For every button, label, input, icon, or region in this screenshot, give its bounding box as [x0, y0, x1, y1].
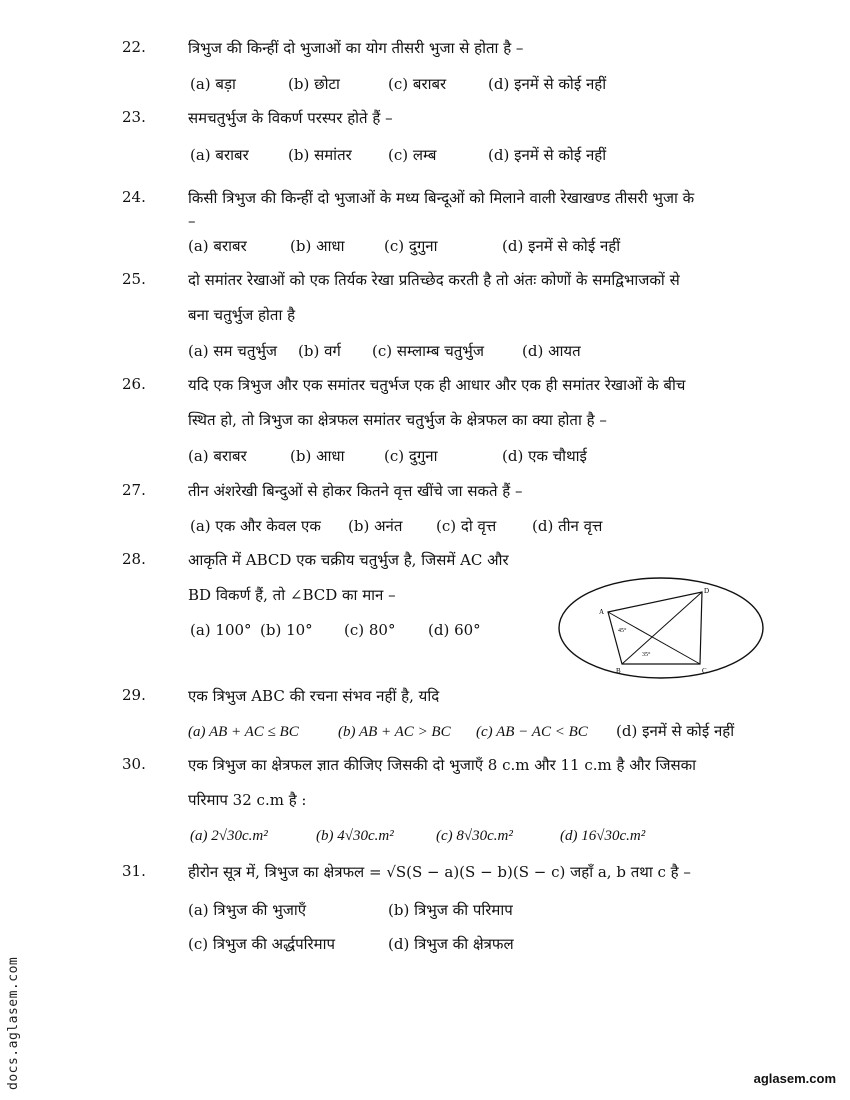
options-row [190, 826, 645, 845]
vertex-label-a: A [599, 608, 605, 616]
question-number: 28. [122, 550, 146, 568]
option-c: (c) 80° [344, 621, 396, 639]
diagonal-bd [622, 592, 702, 664]
options-row [190, 621, 481, 639]
options-row [188, 721, 734, 741]
option-d: (d) तीन वृत्त [532, 517, 603, 535]
question-number: 23. [122, 108, 146, 126]
option-d: (d) एक चौथाई [502, 447, 587, 465]
option-a: (a) सम चतुर्भुज [188, 342, 278, 360]
question-text: समचतुर्भुज के विकर्ण परस्पर होते हैं – [188, 109, 393, 127]
options-row [188, 341, 581, 361]
question-number: 27. [122, 481, 146, 499]
question-number: 26. [122, 375, 146, 393]
question-number: 22. [122, 38, 146, 56]
option-b: (b) 10° [260, 621, 313, 639]
option-a: (a) बड़ा [190, 75, 236, 93]
option-c: (c) AB − AC < BC [476, 724, 588, 740]
question-number: 29. [122, 686, 146, 704]
circle-outline [559, 578, 763, 678]
option-b: (b) आधा [290, 237, 345, 255]
vertex-label-c: C [702, 667, 707, 675]
question-number: 24. [122, 188, 146, 206]
option-d: (d) इनमें से कोई नहीं [502, 237, 621, 255]
option-c: (c) सम्लाम्ब चतुर्भुज [372, 342, 484, 360]
question-text: त्रिभुज की किन्हीं दो भुजाओं का योग तीसरी भुजा से होता है – [188, 39, 524, 57]
question-text-continued: स्थित हो, तो त्रिभुज का क्षेत्रफल समांतर चतुर्भुज के क्षेत्रफल का क्या होता है – [188, 411, 607, 429]
option-d: (d) 16√30c.m² [560, 828, 646, 844]
question-text-continued: बना चतुर्भुज होता है [188, 306, 296, 324]
option-a: (a) 100° [190, 621, 252, 639]
option-c: (c) 8√30c.m² [436, 828, 513, 844]
options-row-1 [188, 900, 513, 920]
option-a: (a) बराबर [190, 146, 249, 164]
option-c: (c) दुगुना [384, 447, 438, 465]
question-text-continued: BD विकर्ण हैं, तो ∠BCD का मान – [188, 586, 396, 604]
option-c: (c) त्रिभुज की अर्द्धपरिमाप [188, 935, 336, 953]
option-d: (d) त्रिभुज की क्षेत्रफल [388, 935, 514, 953]
question-text-continued: परिमाप 32 c.m है : [188, 791, 307, 809]
cyclic-quadrilateral-figure [556, 576, 766, 686]
option-d: (d) इनमें से कोई नहीं [488, 146, 607, 164]
option-d: (d) 60° [428, 621, 481, 639]
angle-label-35: 35° [642, 652, 651, 658]
option-a: (a) त्रिभुज की भुजाएँ [188, 901, 307, 919]
option-d: (d) इनमें से कोई नहीं [616, 722, 735, 740]
option-a: (a) AB + AC ≤ BC [188, 724, 299, 740]
question-text: एक त्रिभुज ABC की रचना संभव नहीं है, यदि [188, 687, 440, 705]
options-row [190, 74, 606, 94]
option-a: (a) एक और केवल एक [190, 517, 321, 535]
question-number: 31. [122, 862, 146, 880]
option-d: (d) आयत [522, 342, 581, 360]
option-a: (a) बराबर [188, 447, 247, 465]
option-b: (b) छोटा [288, 75, 340, 93]
option-a: (a) बराबर [188, 237, 247, 255]
option-a: (a) 2√30c.m² [190, 828, 268, 844]
options-row [188, 446, 587, 466]
question-text: एक त्रिभुज का क्षेत्रफल ज्ञात कीजिए जिसकी दो भुजाएँ 8 c.m और 11 c.m है और जिसका [188, 756, 697, 774]
diagonal-ac [608, 612, 700, 664]
option-b: (b) 4√30c.m² [316, 828, 394, 844]
options-row [188, 236, 620, 256]
question-text: आकृति में ABCD एक चक्रीय चतुर्भुज है, जिसमें AC और [188, 551, 509, 569]
option-b: (b) समांतर [288, 146, 352, 164]
footer-brand: aglasem.com [753, 1071, 836, 1086]
side-watermark: docs.aglasem.com [6, 956, 21, 1090]
option-c: (c) दो वृत्त [436, 517, 497, 535]
question-text-continued: – [188, 212, 196, 230]
options-row [190, 145, 606, 165]
angle-label-45: 45° [618, 628, 627, 634]
vertex-label-b: B [616, 667, 621, 675]
option-b: (b) त्रिभुज की परिमाप [388, 901, 513, 919]
question-text: दो समांतर रेखाओं को एक तिर्यक रेखा प्रतिच्छेद करती है तो अंतः कोणों के समद्विभाजकों से [188, 271, 680, 289]
option-b: (b) आधा [290, 447, 345, 465]
question-number: 25. [122, 270, 146, 288]
question-text: हीरोन सूत्र में, त्रिभुज का क्षेत्रफल = √S(S − a)(S − b)(S − c) जहाँ a, b तथा c है – [188, 863, 691, 881]
question-text: तीन अंशरेखी बिन्दुओं से होकर कितने वृत्त खींचे जा सकते हैं – [188, 482, 523, 500]
option-d: (d) इनमें से कोई नहीं [488, 75, 607, 93]
option-c: (c) बराबर [388, 75, 447, 93]
question-text: यदि एक त्रिभुज और एक समांतर चतुर्भज एक ही आधार और एक ही समांतर रेखाओं के बीच [188, 376, 686, 394]
vertex-label-d: D [704, 587, 710, 595]
options-row-2 [188, 934, 514, 954]
option-c: (c) दुगुना [384, 237, 438, 255]
question-text: किसी त्रिभुज की किन्हीं दो भुजाओं के मध्य बिन्दूओं को मिलाने वाली रेखाखण्ड तीसरी भुजा के [188, 189, 695, 207]
question-number: 30. [122, 755, 146, 773]
option-b: (b) वर्ग [298, 342, 341, 360]
options-row [190, 516, 602, 536]
option-c: (c) लम्ब [388, 146, 437, 164]
option-b: (b) अनंत [348, 517, 403, 535]
option-b: (b) AB + AC > BC [338, 724, 451, 740]
